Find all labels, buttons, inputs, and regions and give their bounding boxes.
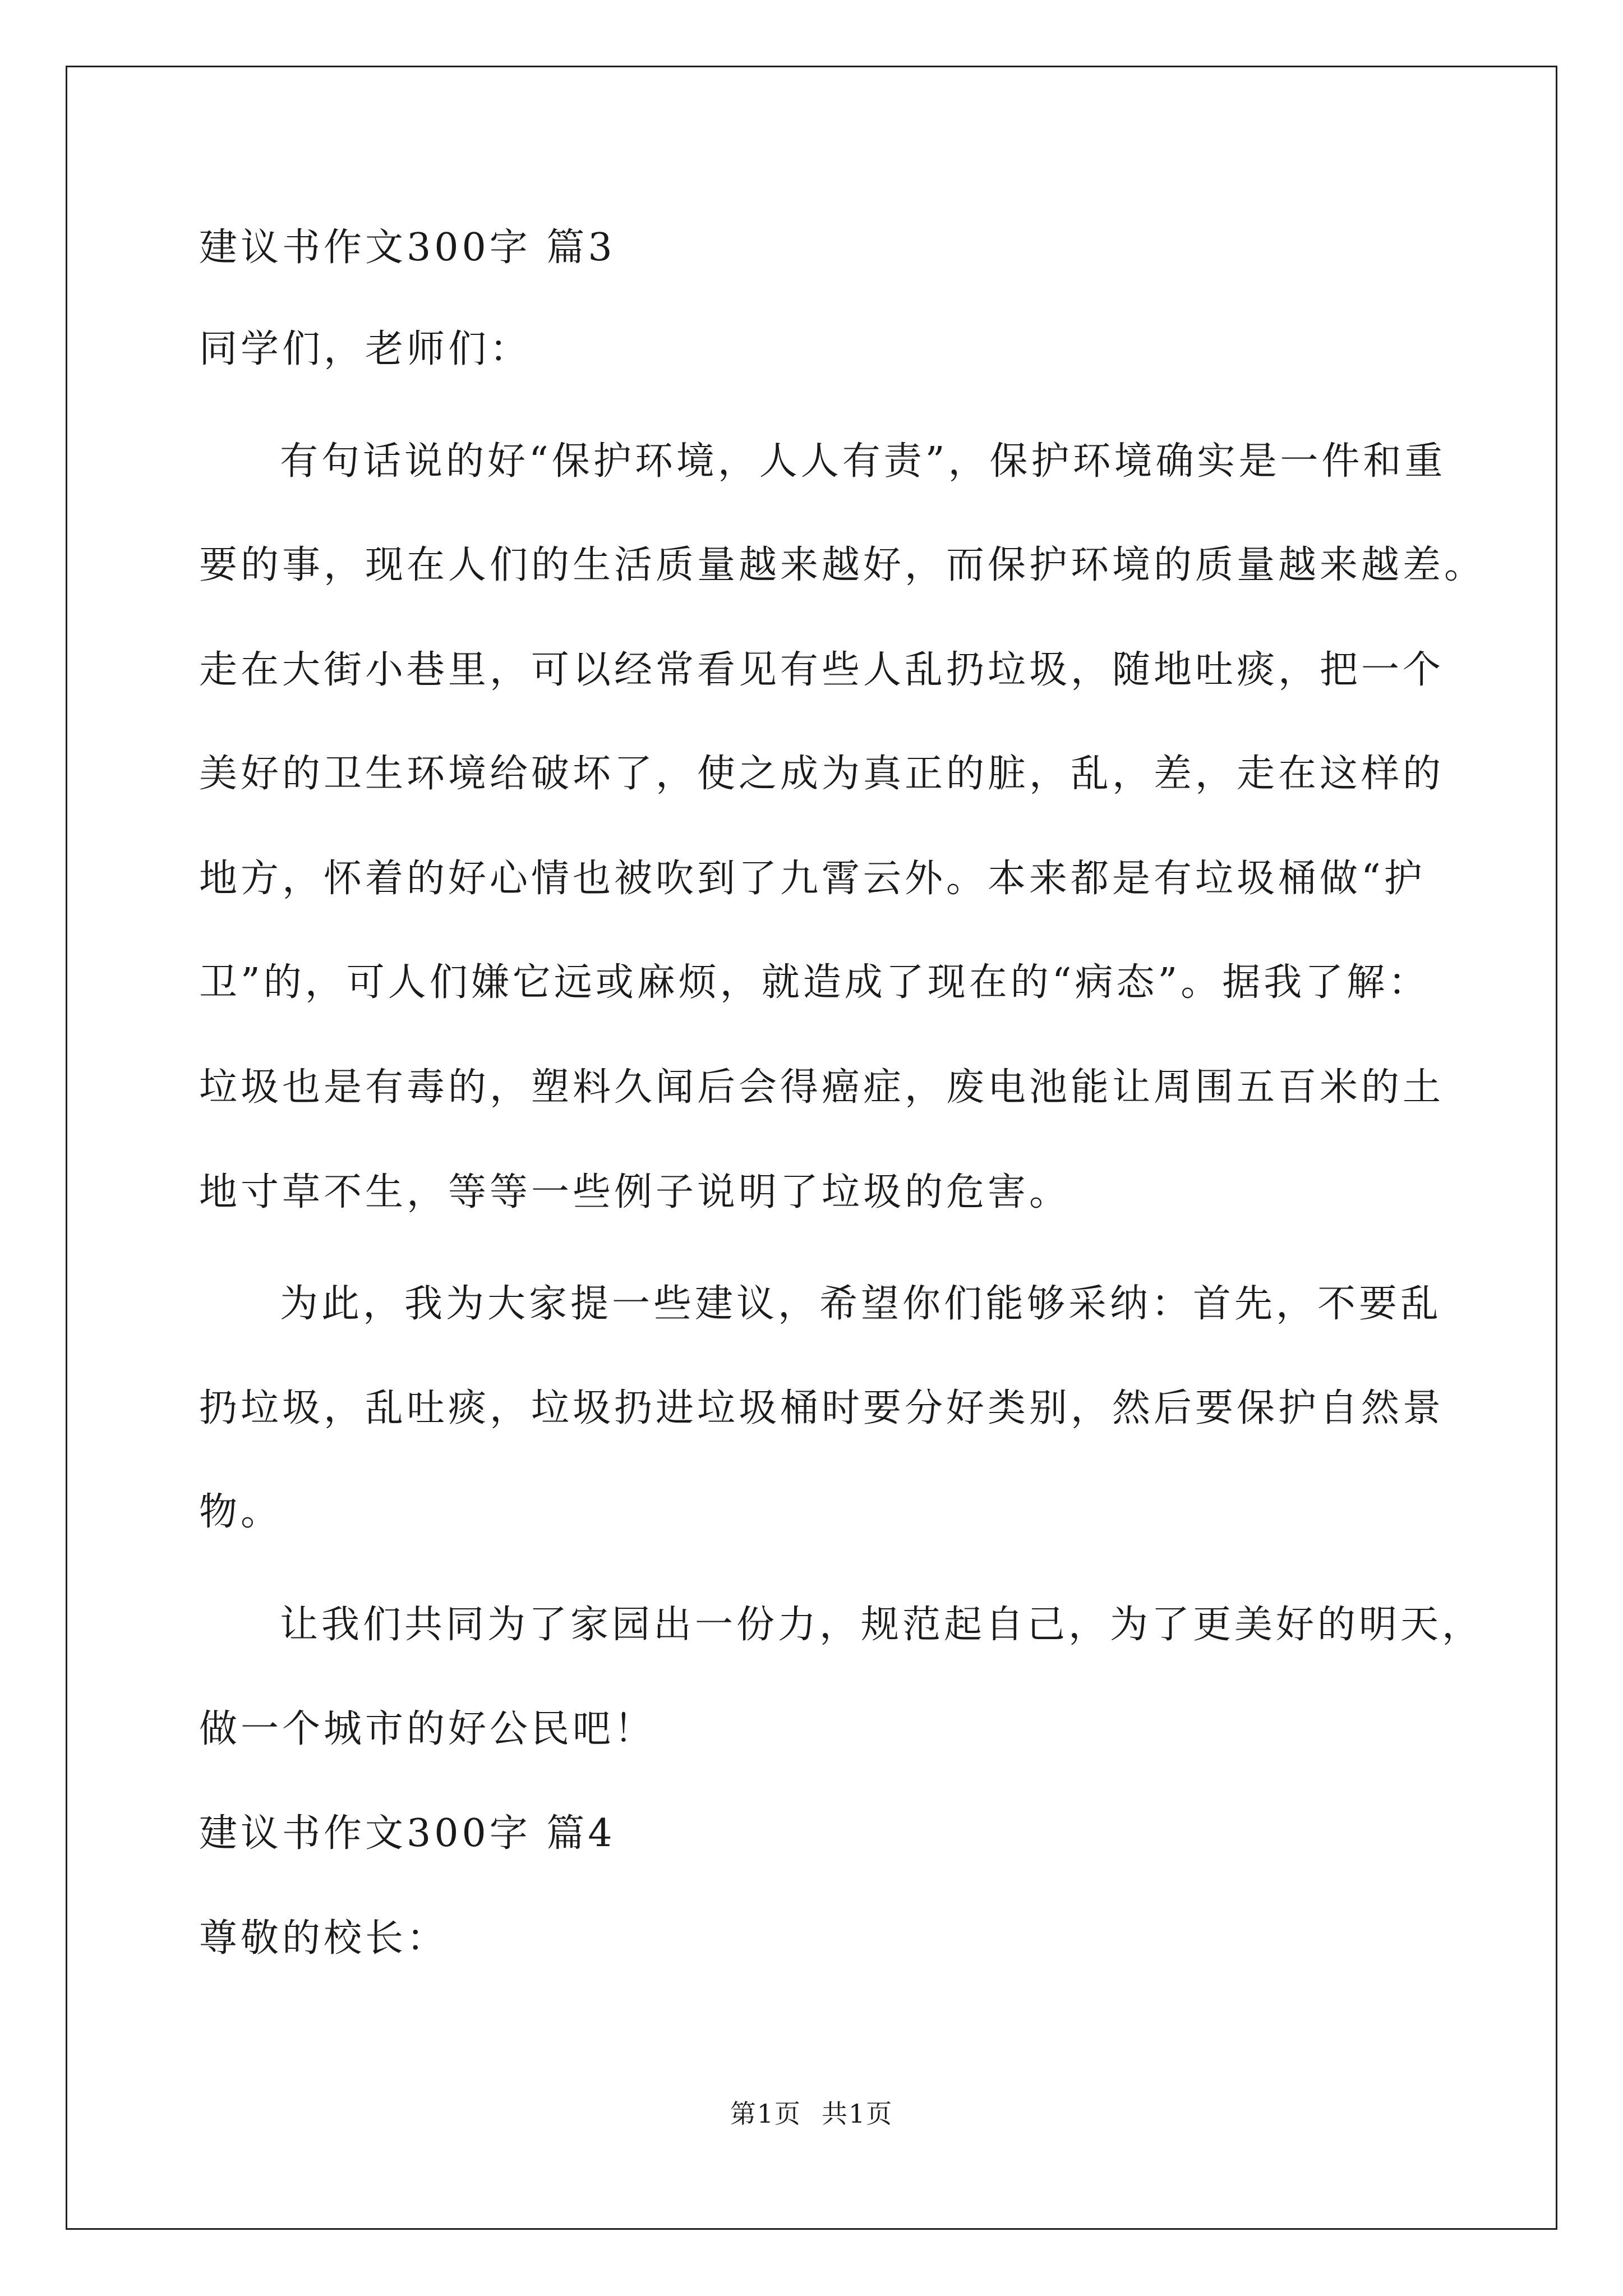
page-number-current: 第1页 <box>730 2099 801 2129</box>
salutation: 同学们，老师们： <box>199 327 532 371</box>
paragraph-1-line-4: 美好的卫生环境给破坏了，使之成为真正的脏，乱，差，走在这样的 <box>199 752 1445 796</box>
paragraph-1-line-7: 垃圾也是有毒的，塑料久闻后会得癌症，废电池能让周围五百米的土 <box>199 1065 1445 1110</box>
section-heading-4: 建议书作文300字 篇4 <box>199 1811 616 1856</box>
paragraph-1-line-5: 地方，怀着的好心情也被吹到了九霄云外。本来都是有垃圾桶做“护 <box>199 857 1426 901</box>
paragraph-1-line-6: 卫”的，可人们嫌它远或麻烦，就造成了现在的“病态”。据我了解： <box>199 960 1430 1005</box>
page-footer <box>0 2097 1623 2131</box>
salutation-2: 尊敬的校长： <box>199 1916 449 1961</box>
section-heading-3: 建议书作文300字 篇3 <box>199 226 616 270</box>
paragraph-2-line-3: 物。 <box>199 1490 283 1534</box>
page-number-total: 共1页 <box>822 2099 893 2129</box>
paragraph-1-line-8: 地寸草不生，等等一些例子说明了垃圾的危害。 <box>199 1170 1071 1214</box>
paragraph-1-line-3: 走在大街小巷里，可以经常看见有些人乱扔垃圾，随地吐痰，把一个 <box>199 648 1445 692</box>
paragraph-2-line-1: 为此，我为大家提一些建议，希望你们能够采纳：首先，不要乱 <box>280 1282 1442 1326</box>
paragraph-3-line-2: 做一个城市的好公民吧！ <box>199 1707 656 1751</box>
paragraph-1-line-1: 有句话说的好“保护环境，人人有责”，保护环境确实是一件和重 <box>280 439 1446 484</box>
page-border <box>66 66 1557 2230</box>
paragraph-2-line-2: 扔垃圾，乱吐痰，垃圾扔进垃圾桶时要分好类别，然后要保护自然景 <box>199 1386 1445 1430</box>
paragraph-3-line-1: 让我们共同为了家园出一份力，规范起自己，为了更美好的明天， <box>280 1603 1484 1647</box>
paragraph-1-line-2: 要的事，现在人们的生活质量越来越好，而保护环境的质量越来越差。 <box>199 543 1486 587</box>
